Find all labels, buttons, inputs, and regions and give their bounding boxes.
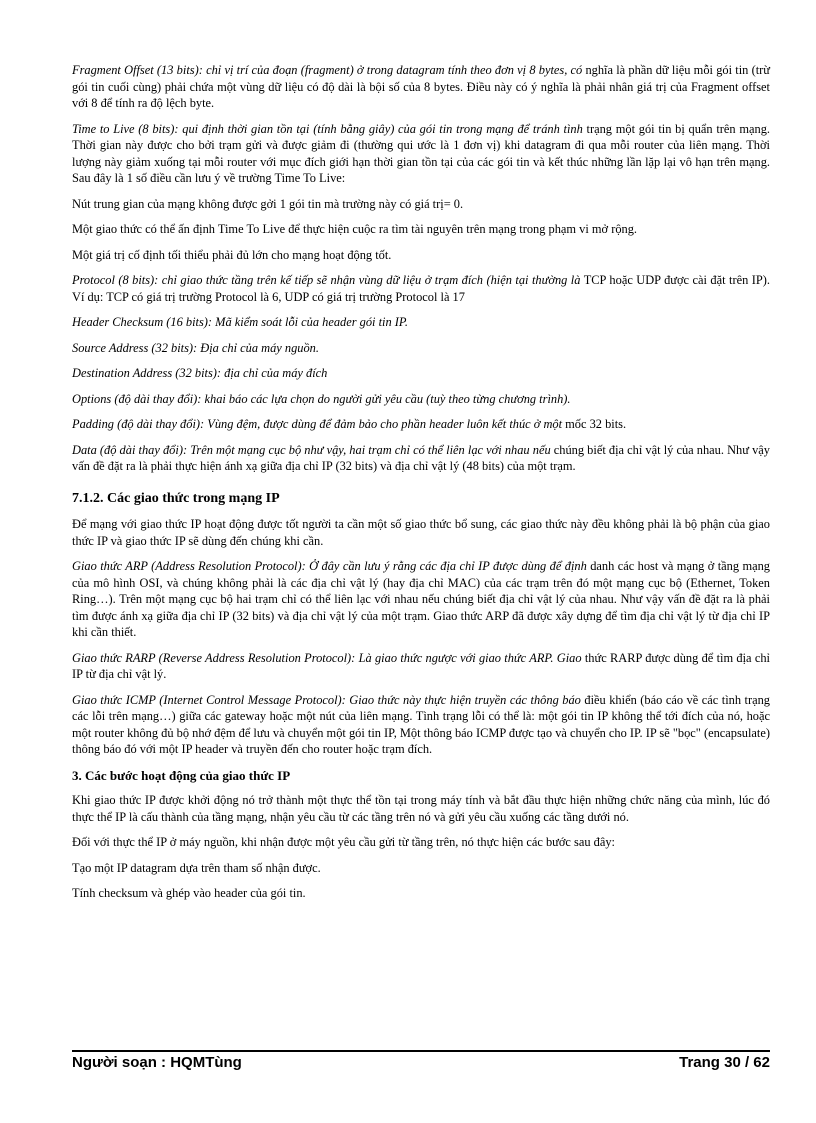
paragraph-options: Options (độ dài thay đổi): khai báo các lựa chọn do người gửi yêu cầu (tuỳ theo từng chương trình). [72,391,571,406]
paragraph-source-address: Source Address (32 bits): Địa chỉ của máy nguồn. [72,340,319,355]
paragraph-text: điều khiển (báo cáo về các tình trạng các lỗi trên mạng…) giữa các gateway hoặc một nút của liên mạng. Tình trạng lỗi có thể là: một gói tin IP không thể tới đích của nó, hoặc một router không đủ bộ nhớ đệm để lưu và chuyển một gói tin IP, Một thông báo ICMP được tạo và chuyển cho IP. IP sẽ "bọc" (encapsulate) thông báo đó với một IP header và truyền đến cho router hoặc trạm đích. [72,692,770,756]
italic-lead: Giao thức ICMP (Internet Control Message Protocol): Giao thức này thực hiện truyền các thông báo [72,692,581,707]
paragraph-ttl-note-1: Nút trung gian của mạng không được gởi 1 gói tin mà trường này có giá trị= 0. [72,196,464,211]
paragraph-icmp [72,692,770,758]
paragraph-3-source: Đối với thực thể IP ở máy nguồn, khi nhận được một yêu cầu gửi từ tầng trên, nó thực hiện các bước sau đây: [72,835,615,849]
paragraph-3-step-2: Tính checksum và ghép vào header của gói tin. [72,886,306,900]
paragraph-text: chúng biết địa chỉ vật lý của nhau. Như vậy vấn đề đặt ra là phải thực hiện ánh xạ giữa địa chỉ IP (32 bits) và địa chỉ vật lý (48 bits) của một trạm. [72,442,770,473]
footer-author: Người soạn : HQMTùng [72,1054,242,1071]
paragraph-fragment-offset [72,62,770,112]
paragraph-ttl-note-2: Một giao thức có thể ấn định Time To Live để thực hiện cuộc ra tìm tài nguyên trên mạng trong phạm vi mở rộng. [72,222,638,236]
italic-lead: Fragment Offset (13 bits): chỉ vị trí của đoạn (fragment) ở trong datagram tính theo đơn vị 8 bytes, có [72,63,583,77]
paragraph-arp [72,558,770,641]
footer-divider [72,1050,770,1052]
italic-lead: Data (độ dài thay đổi): Trên một mạng cục bộ như vậy, hai trạm chỉ có thể liên lạc với nhau nếu [72,442,551,457]
section-heading-3: 3. Các bước hoạt động của giao thức IP [72,767,291,783]
paragraph-destination-address: Destination Address (32 bits): địa chỉ của máy đích [72,366,328,380]
paragraph-header-checksum: Header Checksum (16 bits): Mã kiểm soát lỗi của header gói tin IP. [72,315,408,329]
paragraph-padding [72,416,770,433]
paragraph-time-to-live [72,121,770,187]
paragraph-data [72,442,770,475]
paragraph-text: nghĩa là phần dữ liệu mỗi gói tin (trừ gói tin cuối cùng) phải chứa một vùng dữ liệu có độ dài là bội số của 8 bytes. Điều này có ý nghĩa là phải nhân giá trị của Fragment offset với 8 để tính ra độ lệch byte. [72,63,770,110]
document-body [72,62,770,911]
paragraph-text: TCP hoặc UDP được cài đặt trên IP). Ví dụ: TCP có giá trị trường Protocol là 6, UDP có giá trị trường Protocol là 17 [72,273,770,304]
paragraph-text: mốc 32 bits. [562,417,627,431]
paragraph-rarp [72,650,770,683]
italic-lead: Time to Live (8 bits): qui định thời gian tồn tại (tính bằng giây) của gói tin trong mạng để tránh tình [72,121,583,136]
paragraph-3-intro: Khi giao thức IP được khởi động nó trở thành một thực thể tồn tại trong máy tính và bắt đầu thực hiện những chức năng của mình, lúc đó thực thể IP là cấu thành của tầng mạng, nhận yêu cầu từ các tầng trên nó và gửi yêu cầu xuống các tầng dưới nó. [72,793,770,824]
paragraph-712-intro: Để mạng với giao thức IP hoạt động được tốt người ta cần một số giao thức bổ sung, các giao thức này đều không phải là bộ phận của giao thức IP và giao thức IP sẽ dùng đến chúng khi cần. [72,517,770,548]
italic-lead: Padding (độ dài thay đổi): Vùng đệm, được dùng để đảm bảo cho phần header luôn kết thúc ở một [72,417,563,431]
italic-lead: Protocol (8 bits): chỉ giao thức tầng trên kế tiếp sẽ nhận vùng dữ liệu ở trạm đích (hiện tại thường là [72,273,581,287]
paragraph-text: danh các host và mạng ở tầng mạng của mô hình OSI, và chúng không phải là các địa chỉ vật lý (hay địa chỉ MAC) của các trạm trên đó một mạng cục bộ (Ethernet, Token Ring…). Trên một mạng cục bộ hai trạm chỉ có thể liên lạc với nhau nếu chúng biết địa chỉ vật lý của nhau. Như vậy vấn đề đặt ra là phải tìm được ánh xạ giữa địa chỉ IP (32 bits) và địa chỉ vật lý của một trạm. Giao thức ARP đã được xây dựng để tìm địa chỉ vật lý từ địa chỉ IP khi cần thiết. [72,559,770,639]
italic-lead: Giao thức RARP (Reverse Address Resolution Protocol): Là giao thức ngược với giao thức ARP. Giao [72,650,582,665]
paragraph-text: thức RARP được dùng để tìm địa chỉ IP từ địa chỉ vật lý. [72,650,771,681]
section-heading-712: 7.1.2. Các giao thức trong mạng IP [72,490,280,506]
italic-lead: Giao thức ARP (Address Resolution Protocol): Ở đây cần lưu ý rằng các địa chỉ IP được dùng để định [72,559,587,573]
paragraph-text: trạng một gói tin bị quẩn trên mạng. Thời gian này được cho bởi trạm gửi và được giảm đi (thường qui ước là 1 đơn vị) khi datagram đi qua mỗi router của liên mạng. Thời lượng này giảm xuống tại mỗi router với mục đích giới hạn thời gian tồn tại của các gói tin và kết thúc những lần lặp lại vô hạn trên mạng. Sau đây là 1 số điều cần lưu ý về trường Time To Live: [72,121,770,185]
paragraph-ttl-note-3: Một giá trị cố định tối thiểu phải đủ lớn cho mạng hoạt động tốt. [72,247,392,262]
paragraph-protocol [72,272,770,305]
paragraph-3-step-1: Tạo một IP datagram dựa trên tham số nhận được. [72,860,321,875]
footer-page-number: Trang 30 / 62 [679,1054,770,1071]
page-footer [72,1054,770,1071]
